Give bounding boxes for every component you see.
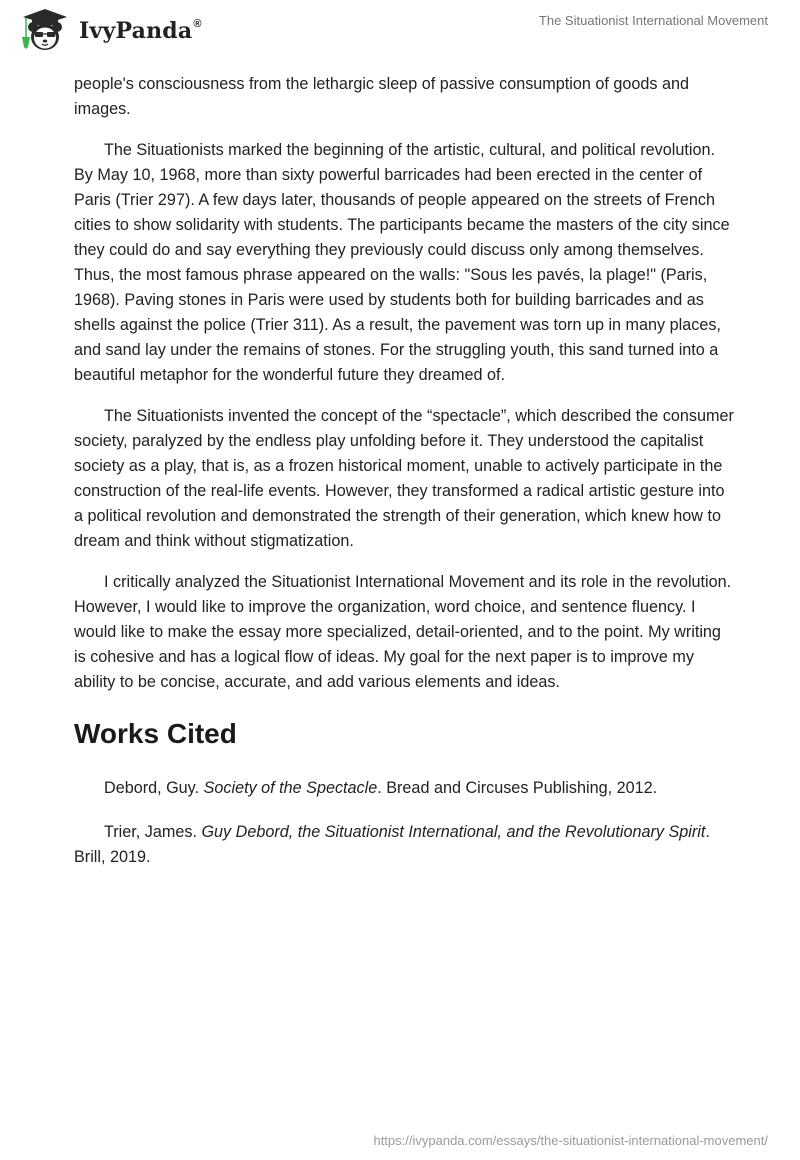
essay-content	[74, 72, 734, 889]
page-header	[0, 0, 800, 60]
body-paragraph: I critically analyzed the Situationist International Movement and its role in the revolution. However, I would like to improve the organization, word choice, and sentence fluency. I would like to make the essay more specialized, detail-oriented, and to the point. My writing is cohesive and has a logical flow of ideas. My goal for the next paper is to improve my ability to be concise, accurate, and add various elements and ideas.	[74, 573, 732, 691]
citation-author: Trier, James.	[104, 823, 197, 841]
document-title: The Situationist International Movement	[538, 13, 768, 28]
works-cited-heading: Works Cited	[74, 718, 237, 749]
source-url-link[interactable]: https://ivypanda.com/essays/the-situationist-international-movement/	[373, 1133, 768, 1148]
citation-publisher: . Brill, 2019.	[74, 823, 710, 866]
citation-title: Society of the Spectacle	[203, 779, 378, 797]
ivypanda-logo[interactable]	[17, 7, 202, 53]
brand-name: IvyPanda®	[79, 17, 202, 44]
panda-graduate-logo-icon	[17, 7, 73, 53]
body-paragraph: The Situationists invented the concept of the “spectacle”, which described the consumer society, paralyzed by the endless play unfolding before it. They understood the capitalist society as a play, that is, as a frozen historical moment, unable to actively participate in the construction of the real-life events. However, they transformed a radical artistic gesture into a political revolution and demonstrated the strength of their generation, which knew how to dream and think without stigmatization.	[74, 407, 734, 550]
citation-publisher: . Bread and Circuses Publishing, 2012.	[377, 779, 658, 797]
registered-mark: ®	[193, 17, 202, 30]
body-paragraph: The Situationists marked the beginning of the artistic, cultural, and political revolution. By May 10, 1968, more than sixty powerful barricades had been erected in the center of Paris (Trier 297). A few days later, thousands of people appeared on the streets of French cities to show solidarity with students. The participants became the masters of the city since they could do and say everything they previously could discuss only among themselves. Thus, the most famous phrase appeared on the walls: "Sous les pavés, la plage!" (Paris, 1968). Paving stones in Paris were used by students both for building barricades and as shells against the police (Trier 311). As a result, the pavement was torn up in many places, and sand lay under the remains of stones. For the struggling youth, this sand turned into a beautiful metaphor for the wonderful future they dreamed of.	[74, 141, 730, 384]
citation-entry	[74, 820, 734, 870]
body-paragraph: people's consciousness from the lethargic sleep of passive consumption of goods and images.	[74, 75, 689, 118]
citation-author: Debord, Guy.	[104, 779, 200, 797]
citation-entry	[74, 776, 734, 801]
citation-title: Guy Debord, the Situationist International, and the Revolutionary Spirit	[201, 823, 706, 841]
